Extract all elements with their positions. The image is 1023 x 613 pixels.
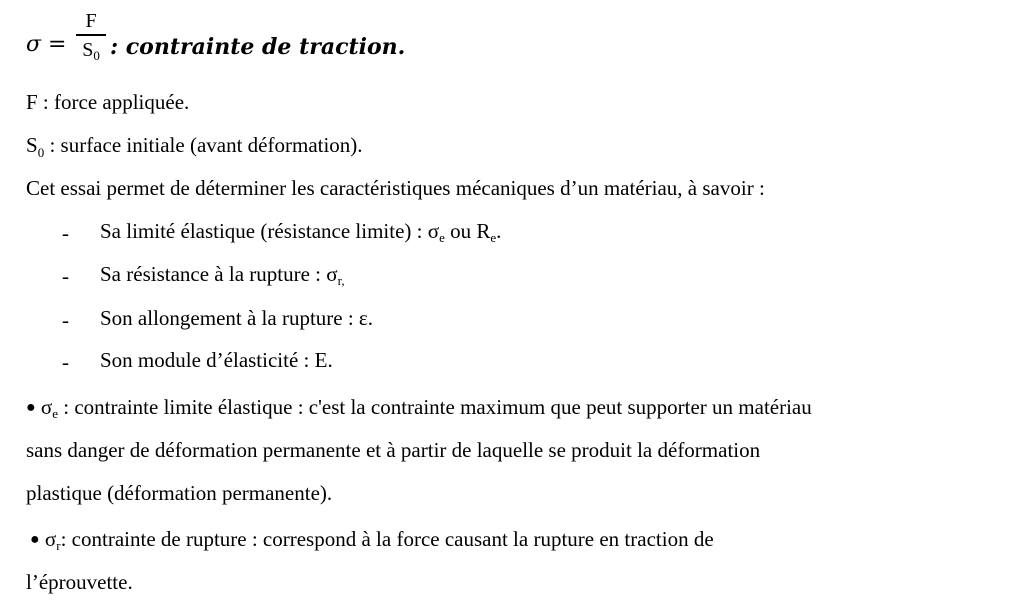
list-item-modulus: Son module d’élasticité : E. <box>100 348 333 372</box>
para-rupture-line2: l’éprouvette. <box>26 570 133 594</box>
definition-f: F : force appliquée. <box>26 90 190 114</box>
para1-subscript: e <box>52 406 59 421</box>
para-elastic-limit-line3: plastique (déformation permanente). <box>26 481 333 505</box>
para1-line1-text: : contrainte limite élastique : c'est la contrainte maximum que peut supporter un matériau <box>58 395 812 419</box>
s0-description: : surface initiale (avant déformation). <box>44 133 363 157</box>
list-item-rupture-strength <box>100 262 345 288</box>
s0-base: S <box>26 133 38 157</box>
para1-sigma: σ <box>35 395 53 419</box>
formula-label: : contrainte de traction. <box>110 34 406 60</box>
denominator-base: S <box>82 38 94 61</box>
bullet-icon: ● <box>30 531 40 548</box>
para2-subscript: r <box>56 538 61 553</box>
list-dash: - <box>62 264 69 288</box>
item1-subscript-1: e <box>439 230 445 245</box>
denominator-subscript: 0 <box>93 47 100 63</box>
para2-line1-text: : contrainte de rupture : correspond à la force causant la rupture en traction de <box>60 527 714 551</box>
para2-sigma: σ <box>39 527 57 551</box>
s0-subscript: 0 <box>37 145 45 160</box>
item1-text-c: . <box>496 219 502 243</box>
list-dash: - <box>62 308 69 332</box>
list-dash: - <box>62 221 69 245</box>
item1-text-a: Sa limité élastique (résistance limite) : σ <box>100 219 440 243</box>
fraction-bar <box>76 34 106 36</box>
stress-formula <box>26 8 526 72</box>
item2-subscript: r, <box>337 273 345 288</box>
item1-text-b: ou R <box>444 219 491 243</box>
list-dash: - <box>62 350 69 374</box>
item2-text: Sa résistance à la rupture : σ <box>100 262 338 286</box>
para-rupture-line1 <box>30 527 714 553</box>
intro-paragraph: Cet essai permet de déterminer les caractéristiques mécaniques d’un matériau, à savoir : <box>26 176 765 200</box>
formula-lhs: σ = <box>26 32 67 57</box>
para-elastic-limit-line2: sans danger de déformation permanente et à partir de laquelle se produit la déformation <box>26 438 761 462</box>
bullet-icon: ● <box>26 399 36 416</box>
para-elastic-limit-line1 <box>26 395 812 421</box>
definition-s0 <box>26 133 363 160</box>
item1-subscript-2: e <box>490 230 497 245</box>
formula-numerator: F <box>85 10 97 32</box>
list-item-elongation: Son allongement à la rupture : ε. <box>100 306 373 330</box>
formula-fraction <box>76 10 106 61</box>
list-item-elastic-limit <box>100 219 502 245</box>
formula-denominator <box>76 39 106 61</box>
